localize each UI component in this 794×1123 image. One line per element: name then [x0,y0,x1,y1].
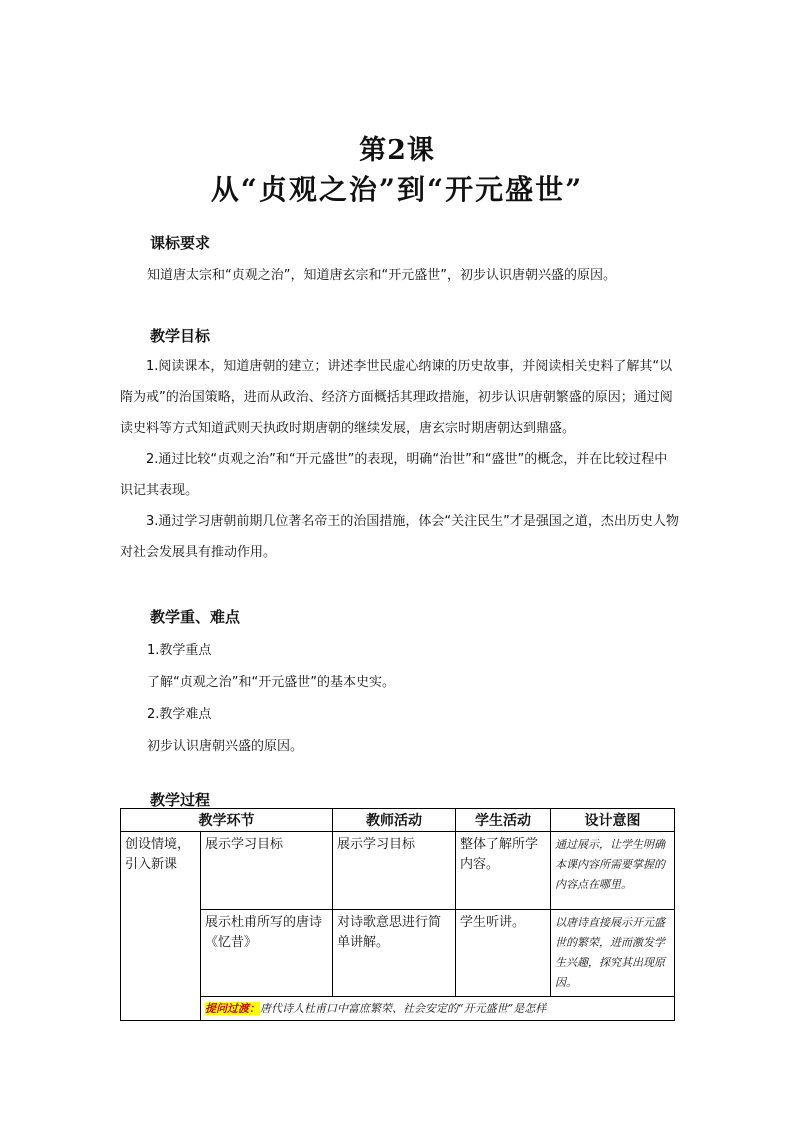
intent-cell: 以唐诗直接展示开元盛世的繁荣，进而激发学生兴趣，探究其出现原因。 [551,910,675,997]
goal-item-3: 3.通过学习唐朝前期几位著名帝王的治国措施，体会“关注民生”才是强国之道，杰出历史人物对社会发展具有推动作用。 [120,514,679,560]
keypoints-heading: 教学重、难点 [150,608,241,626]
transition-text: 唐代诗人杜甫口中富庶繁荣、社会安定的“开元盛世”是怎样 [260,1002,547,1015]
header-teacher: 教师活动 [333,809,456,832]
teacher-cell: 对诗歌意思进行简单讲解。 [333,910,456,997]
goals-heading: 教学目标 [150,327,211,345]
table-row [121,832,675,910]
student-cell: 整体了解所学内容。 [456,832,551,910]
table-header-row [121,809,675,832]
difficulty-label: 2.教学难点 [147,707,212,722]
goals-body [120,351,680,568]
intent-cell: 通过展示，让学生明确本课内容所需要掌握的内容点在哪里。 [551,832,675,910]
transition-cell [201,997,675,1021]
student-cell: 学生听讲。 [456,910,551,997]
goal-item-1: 1.阅读课本，知道唐朝的建立；讲述李世民虚心纳谏的历史故事，并阅读相关史料了解其“以隋为戒”的治国策略，进而从政治、经济方面概括其理政措施，初步认识唐朝繁盛的原因；通过阅读史料等方式知道武则天执政时期唐朝的继续发展，唐玄宗时期唐朝达到鼎盛。 [120,359,673,436]
process-table [120,808,675,1021]
process-heading: 教学过程 [150,791,211,809]
header-intent: 设计意图 [551,809,675,832]
step-cell: 展示杜甫所写的唐诗《忆昔》 [201,910,333,997]
key-label: 1.教学重点 [147,643,212,658]
transition-row [121,997,675,1021]
lesson-number: 第2课 [359,135,435,166]
lesson-title: 从“贞观之治”到“开元盛世” [210,173,584,206]
transition-label: 提问过渡： [205,1002,260,1015]
difficulty-text: 初步认识唐朝兴盛的原因。 [147,739,304,754]
teacher-cell: 展示学习目标 [333,832,456,910]
goal-item-2: 2.通过比较“贞观之治”和“开元盛世”的表现，明确“治世”和“盛世”的概念，并在比较过程中识记其表现。 [120,452,668,498]
key-text: 了解“贞观之治”和“开元盛世”的基本史实。 [147,675,395,690]
stage-cell: 创设情境，引入新课 [121,832,201,1021]
table-row [121,910,675,997]
header-student: 学生活动 [456,809,551,832]
step-cell: 展示学习目标 [201,832,333,910]
header-stage: 教学环节 [121,809,333,832]
standard-heading: 课标要求 [150,234,211,252]
standard-text: 知道唐太宗和“贞观之治”，知道唐玄宗和“开元盛世”，初步认识唐朝兴盛的原因。 [147,268,616,283]
